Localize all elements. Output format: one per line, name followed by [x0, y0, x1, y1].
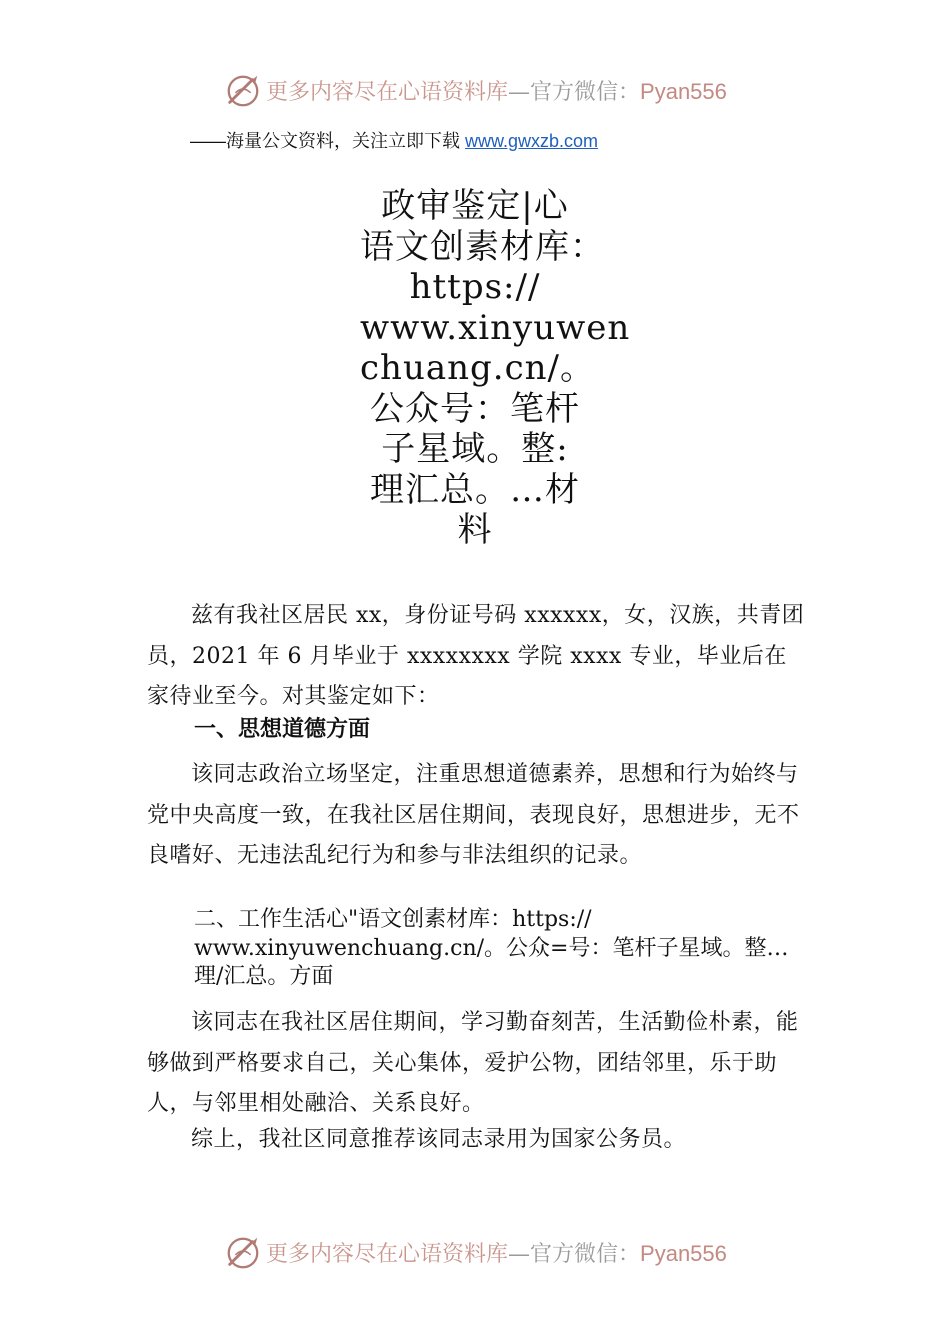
title-line: 料	[457, 510, 493, 550]
banner-separator-text: —官方微信：	[508, 1242, 641, 1267]
title-line: 语文创素材库：	[360, 226, 605, 267]
section1-text: 该同志政治立场坚定，注重思想道德素养，思想和行为始终与党中央高度一致，在我社区居住期间，表现良好，思想进步，无不良嗜好、无违法乱纪行为和参与非法组织的记录。	[147, 762, 800, 868]
title-line: chuang.cn/。	[360, 348, 595, 388]
banner-main-text: 更多内容尽在心语资料库	[266, 80, 509, 105]
intro-paragraph	[147, 596, 807, 718]
banner-main-text: 更多内容尽在心语资料库	[266, 1242, 509, 1267]
conclusion-paragraph	[147, 1120, 807, 1161]
title-line: 理汇总。…材	[370, 469, 580, 510]
banner-text	[266, 1239, 727, 1270]
banner-wechat-id: Pyan556	[640, 1241, 727, 1266]
header-banner	[0, 70, 950, 114]
section-heading-2: 二、工作生活心"语文创素材库：https:// www.xinyuwenchuang.cn/。公众=号：笔杆子星域。整…理/汇总。方面	[194, 907, 789, 989]
pen-logo-icon	[224, 72, 262, 110]
section2-text: 该同志在我社区居住期间，学习勤奋刻苦，生活勤俭朴素，能够做到严格要求自己，关心集体，爱护公物，团结邻里，乐于助人，与邻里相处融洽、关系良好。	[147, 1010, 799, 1116]
title-line: https://	[409, 267, 541, 307]
section2-paragraph	[147, 1003, 807, 1125]
title-line: www.xinyuwen	[360, 307, 631, 348]
title-line: 公众号：笔杆	[370, 388, 580, 429]
intro-text: 兹有我社区居民 xx，身份证号码 xxxxxx，女，汉族，共青团员，2021 年 6 月毕业于 xxxxxxxx 学院 xxxx 专业，毕业后在家待业至今。对其鉴定如下：	[147, 603, 805, 709]
footer-banner	[0, 1232, 950, 1276]
title-line: 子星域。整:	[381, 429, 569, 469]
conclusion-text: 综上，我社区同意推荐该同志录用为国家公务员。	[191, 1127, 687, 1152]
download-line	[190, 128, 598, 154]
pen-logo-icon	[224, 1234, 262, 1272]
banner-wechat-id: Pyan556	[640, 79, 727, 104]
download-prefix: ——海量公文资料，关注立即下载	[190, 131, 465, 151]
section-heading-1: 一、思想道德方面	[194, 717, 371, 742]
banner-text	[266, 77, 727, 108]
download-link[interactable]: www.gwxzb.com	[465, 131, 599, 151]
section1-paragraph	[147, 755, 807, 877]
banner-separator-text: —官方微信：	[508, 80, 641, 105]
document-title	[360, 186, 631, 551]
title-line: 政审鉴定|心	[381, 186, 569, 226]
